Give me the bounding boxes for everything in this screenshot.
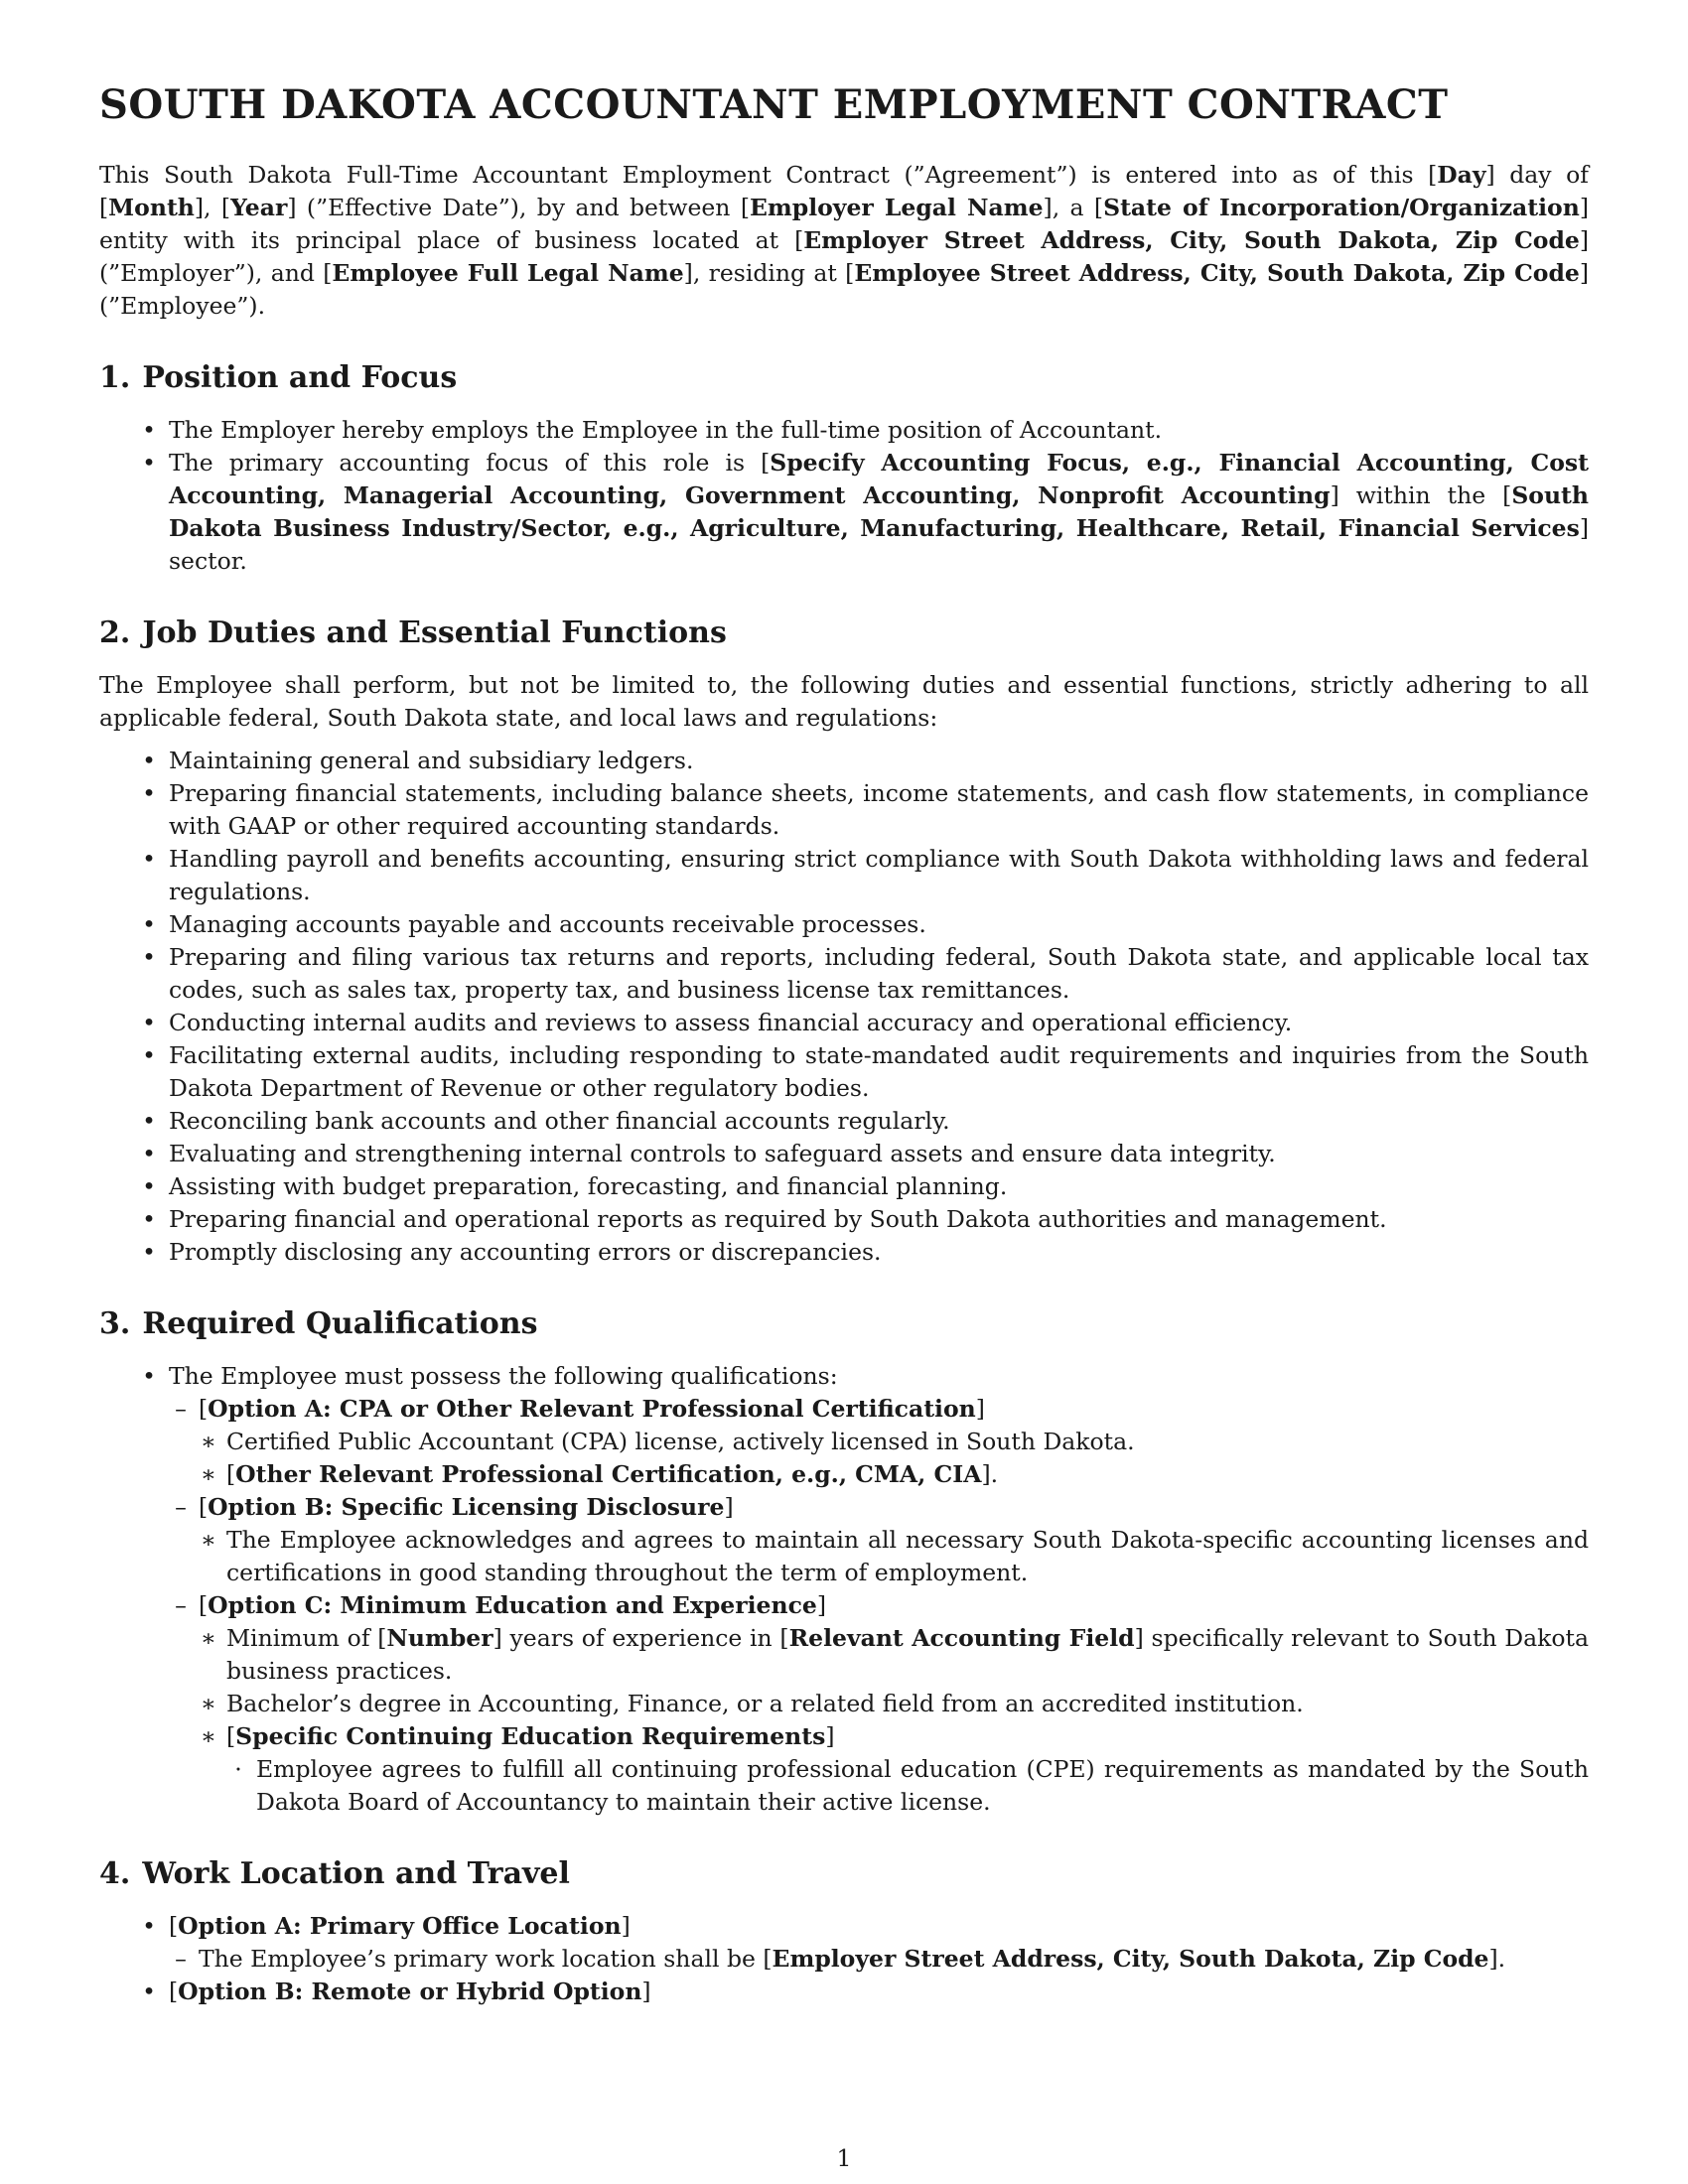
- section-number: 2.: [99, 615, 131, 650]
- bullet-icon: •: [142, 1041, 156, 1069]
- section-2-intro: The Employee shall perform, but not be limited to, the following duties and essential functions, strictly adhering to all applicable federal, South Dakota state, and local laws and regulations:: [99, 671, 1589, 732]
- option-c-list: [199, 1622, 1589, 1819]
- state-org-placeholder: State of Incorporation/Organization: [1103, 194, 1580, 221]
- section-4-list: [99, 1910, 1589, 2008]
- bullet-icon: •: [142, 449, 156, 477]
- intro-text: ], [: [194, 194, 231, 221]
- option-b: • [Option B: Remote or Hybrid Option]: [99, 1976, 1589, 2008]
- employer-address-placeholder: Employer Street Address, City, South Dakota, Zip Code: [803, 226, 1580, 254]
- duty-item: [99, 1138, 1589, 1170]
- document-title: SOUTH DAKOTA ACCOUNTANT EMPLOYMENT CONTRACT: [99, 81, 1449, 128]
- section-heading-1: [99, 360, 1589, 396]
- duty-text: Handling payroll and benefits accounting, ensuring strict compliance with South Dakota withholding laws and federal regulations.: [169, 845, 1589, 905]
- employee-name-placeholder: Employee Full Legal Name: [332, 259, 684, 287]
- option-a-list: [199, 1426, 1589, 1491]
- bullet-icon: •: [142, 943, 156, 971]
- option-c: – [Option C: Minimum Education and Experience] ∗ Minimum of [Number] years of experience in [Relevant Accounting Field] specifically relevant to South Dakota business practices. ∗ Bachelor’s degree in Accounting, Finance, or a related field from an accredited institution. ∗ [Specific Continuing Education Requirements] · Employee agrees to fulfill all continuing professional education (CPE) requirements as mandated by the South Dakota Board of Accountancy to maintain their active license.: [169, 1589, 1589, 1819]
- month-placeholder: Month: [108, 194, 195, 221]
- year-placeholder: Year: [230, 194, 288, 221]
- option-a-list: [169, 1943, 1589, 1976]
- number-placeholder: Number: [386, 1624, 493, 1652]
- day-placeholder: Day: [1437, 161, 1486, 189]
- duty-text: Facilitating external audits, including responding to state-mandated audit requirements and inquiries from the South Dakota Department of Revenue or other regulatory bodies.: [169, 1041, 1589, 1102]
- duty-text: Promptly disclosing any accounting errors or discrepancies.: [169, 1238, 882, 1266]
- option-b-list: [199, 1524, 1589, 1589]
- list-item: [199, 1688, 1589, 1720]
- option-label: Option B: Remote or Hybrid Option: [178, 1978, 642, 2005]
- bullet-icon: •: [142, 1205, 156, 1233]
- list-item: [99, 414, 1589, 447]
- list-item-text: Certified Public Accountant (CPA) license, actively licensed in South Dakota.: [226, 1428, 1135, 1455]
- sector-placeholder: South Dakota Business Industry/Sector, e.g., Agriculture, Manufacturing, Healthcare, Retail, Financial Services: [169, 481, 1589, 542]
- list-item-text: Employee agrees to fulfill all continuing professional education (CPE) requirements as mandated by the South Dakota Board of Accountancy to maintain their active license.: [256, 1755, 1589, 1816]
- section-number: 3.: [99, 1306, 131, 1341]
- section-title: Job Duties and Essential Functions: [142, 615, 727, 650]
- section-title: Position and Focus: [142, 360, 458, 395]
- list-item-text: Minimum of [: [226, 1624, 387, 1652]
- bullet-icon: •: [142, 1978, 156, 2005]
- list-item: [99, 1360, 1589, 1819]
- duty-text: Preparing financial and operational reports as required by South Dakota authorities and management.: [169, 1205, 1387, 1233]
- list-item: ∗ [Specific Continuing Education Requirements] · Employee agrees to fulfill all continuing professional education (CPE) requirements as mandated by the South Dakota Board of Accountancy to maintain their active license.: [199, 1720, 1589, 1819]
- list-item-text: ] sector.: [169, 514, 1589, 575]
- duty-item: [99, 745, 1589, 777]
- list-item-text: ] years of experience in [: [492, 1624, 789, 1652]
- list-item-text: ] within the [: [1330, 481, 1512, 509]
- bullet-icon: •: [142, 1172, 156, 1200]
- intro-text: ] (”Employee”).: [99, 259, 1589, 320]
- asterisk-icon: ∗: [201, 1460, 216, 1488]
- list-item-text: The Employee’s primary work location shall be [: [199, 1945, 773, 1973]
- dash-icon: –: [175, 1395, 187, 1423]
- list-item: [169, 1943, 1589, 1976]
- bullet-icon: •: [142, 1238, 156, 1266]
- list-item: [99, 447, 1589, 578]
- page-number: 1: [836, 2144, 852, 2172]
- list-item-text: ] specifically relevant to South Dakota business practices.: [226, 1624, 1589, 1685]
- asterisk-icon: ∗: [201, 1690, 216, 1717]
- intro-text: This South Dakota Full-Time Accountant Employment Contract (”Agreement”) is entered into as of this [: [99, 161, 1438, 189]
- duty-text: Preparing and filing various tax returns and reports, including federal, South Dakota state, and applicable local tax codes, such as sales tax, property tax, and business license tax remittances.: [169, 943, 1589, 1004]
- dash-icon: –: [175, 1493, 187, 1521]
- option-label: Option A: CPA or Other Relevant Professional Certification: [208, 1395, 976, 1423]
- bullet-icon: •: [142, 1362, 156, 1390]
- focus-placeholder: Specify Accounting Focus, e.g., Financial Accounting, Cost Accounting, Managerial Accounting, Government Accounting, Nonprofit Accounting: [169, 449, 1589, 509]
- bullet-icon: •: [142, 747, 156, 774]
- cpe-list: [226, 1753, 1589, 1819]
- option-a: • [Option A: Primary Office Location] – The Employee’s primary work location shall be [Employer Street Address, City, South Dakota, Zip Code].: [99, 1910, 1589, 1976]
- options-list: [169, 1393, 1589, 1819]
- section-title: Required Qualifications: [142, 1306, 538, 1341]
- section-1-list: [99, 414, 1589, 578]
- duty-text: Conducting internal audits and reviews to assess financial accuracy and operational efficiency.: [169, 1009, 1293, 1036]
- employer-name-placeholder: Employer Legal Name: [749, 194, 1044, 221]
- intro-text: ], residing at [: [683, 259, 855, 287]
- list-item: ∗ [Other Relevant Professional Certification, e.g., CMA, CIA].: [199, 1458, 1589, 1491]
- dash-icon: –: [175, 1591, 187, 1619]
- duty-item: [99, 1236, 1589, 1269]
- intro-text: ] day of [: [99, 161, 1589, 221]
- bullet-icon: •: [142, 1107, 156, 1135]
- list-item-text: The primary accounting focus of this role is [: [169, 449, 771, 477]
- duty-text: Preparing financial statements, including balance sheets, income statements, and cash flow statements, in compliance with GAAP or other required accounting standards.: [169, 779, 1589, 840]
- bullet-icon: •: [142, 845, 156, 873]
- asterisk-icon: ∗: [201, 1526, 216, 1554]
- duty-item: [99, 1170, 1589, 1203]
- asterisk-icon: ∗: [201, 1428, 216, 1455]
- field-placeholder: Relevant Accounting Field: [788, 1624, 1135, 1652]
- duty-item: [99, 941, 1589, 1007]
- bullet-icon: •: [142, 1140, 156, 1167]
- list-item-text: The Employer hereby employs the Employee in the full-time position of Accountant.: [169, 416, 1163, 444]
- duty-item: [99, 1105, 1589, 1138]
- bullet-icon: •: [142, 779, 156, 807]
- section-heading-2: [99, 615, 1589, 651]
- intro-paragraph: [99, 159, 1589, 323]
- duty-item: [99, 1203, 1589, 1236]
- duty-text: Reconciling bank accounts and other financial accounts regularly.: [169, 1107, 950, 1135]
- duty-item: [99, 843, 1589, 908]
- section-number: 1.: [99, 360, 131, 395]
- duty-item: [99, 1007, 1589, 1039]
- option-label: Option A: Primary Office Location: [178, 1912, 622, 1940]
- bullet-icon: •: [142, 416, 156, 444]
- document-page: [99, 81, 1589, 2008]
- duty-text: Managing accounts payable and accounts receivable processes.: [169, 910, 926, 938]
- section-3-list: [99, 1360, 1589, 1819]
- option-a: – [Option A: CPA or Other Relevant Professional Certification] ∗ Certified Public Accountant (CPA) license, actively licensed in South Dakota. ∗ [Other Relevant Professional Certification, e.g., CMA, CIA].: [169, 1393, 1589, 1491]
- list-item: [199, 1426, 1589, 1458]
- cpe-placeholder: Specific Continuing Education Requirements: [235, 1722, 826, 1750]
- asterisk-icon: ∗: [201, 1722, 216, 1750]
- bullet-icon: •: [142, 1009, 156, 1036]
- intro-text: ] entity with its principal place of business located at [: [99, 194, 1589, 254]
- list-item-text: ].: [1488, 1945, 1506, 1973]
- list-item: [226, 1753, 1589, 1819]
- option-label: Option B: Specific Licensing Disclosure: [208, 1493, 725, 1521]
- duties-list: [99, 745, 1589, 1269]
- intro-text: ] (”Effective Date”), by and between [: [287, 194, 750, 221]
- list-item-text: The Employee acknowledges and agrees to maintain all necessary South Dakota-specific accounting licenses and certifications in good standing throughout the term of employment.: [226, 1526, 1589, 1586]
- list-item: [199, 1524, 1589, 1589]
- duty-text: Evaluating and strengthening internal controls to safeguard assets and ensure data integrity.: [169, 1140, 1276, 1167]
- duty-item: [99, 1039, 1589, 1105]
- list-item-text: Bachelor’s degree in Accounting, Finance, or a related field from an accredited institution.: [226, 1690, 1304, 1717]
- section-heading-4: [99, 1856, 1589, 1892]
- section-title: Work Location and Travel: [142, 1856, 570, 1891]
- bullet-icon: •: [142, 1912, 156, 1940]
- intro-text: ] (”Employer”), and [: [99, 226, 1590, 287]
- duty-text: Maintaining general and subsidiary ledgers.: [169, 747, 694, 774]
- duty-item: [99, 908, 1589, 941]
- option-b: – [Option B: Specific Licensing Disclosure] ∗ The Employee acknowledges and agrees to maintain all necessary South Dakota-specific accounting licenses and certifications in good standing throughout the term of employment.: [169, 1491, 1589, 1589]
- list-item: [199, 1622, 1589, 1688]
- list-item-text: The Employee must possess the following qualifications:: [169, 1362, 838, 1390]
- employer-address-placeholder: Employer Street Address, City, South Dakota, Zip Code: [772, 1945, 1489, 1973]
- duty-item: [99, 777, 1589, 843]
- dash-icon: –: [175, 1945, 187, 1973]
- section-number: 4.: [99, 1856, 131, 1891]
- dot-icon: ·: [234, 1755, 242, 1783]
- intro-text: ], a [: [1043, 194, 1104, 221]
- asterisk-icon: ∗: [201, 1624, 216, 1652]
- employee-address-placeholder: Employee Street Address, City, South Dakota, Zip Code: [854, 259, 1580, 287]
- duty-text: Assisting with budget preparation, forecasting, and financial planning.: [169, 1172, 1008, 1200]
- option-label: Option C: Minimum Education and Experience: [208, 1591, 817, 1619]
- section-heading-3: [99, 1306, 1589, 1342]
- bullet-icon: •: [142, 910, 156, 938]
- certification-placeholder: Other Relevant Professional Certification, e.g., CMA, CIA: [235, 1460, 982, 1488]
